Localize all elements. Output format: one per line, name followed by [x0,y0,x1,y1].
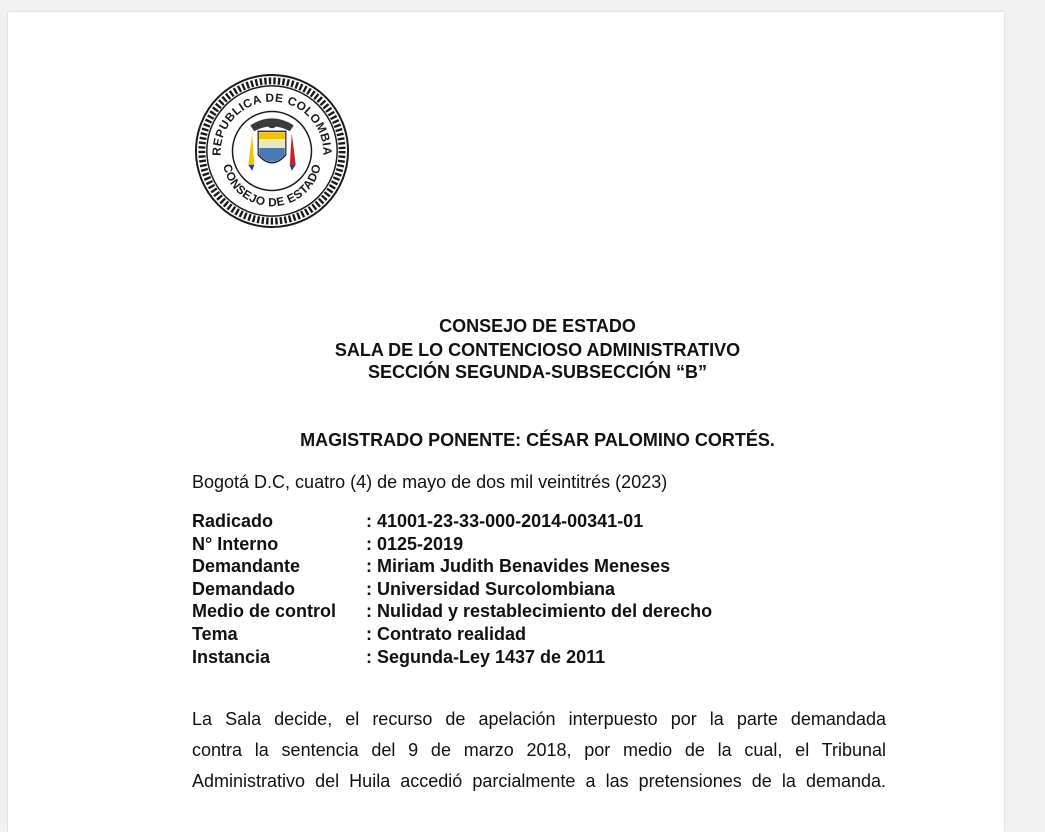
case-info-label: N° Interno [192,533,279,554]
case-info-label: Demandado [192,578,296,599]
date-line: Bogotá D.C, cuatro (4) de mayo de dos mil veintitrés (2023) [192,472,668,492]
case-info-value: : Contrato realidad [366,623,527,644]
case-info-value: : 0125-2019 [366,533,464,554]
case-info-label: Demandante [192,556,301,577]
chamber-name: SALA DE LO CONTENCIOSO ADMINISTRATIVO [334,340,741,360]
case-info-row [192,646,712,669]
case-info-value: : Segunda-Ley 1437 de 2011 [366,646,606,667]
svg-text:REPUBLICA DE COLOMBIA: REPUBLICA DE COLOMBIA [209,90,335,156]
paragraph-line: contra la sentencia del 9 de marzo 2018, por medio de la cual, el Tribunal [192,740,886,760]
case-info-row [192,533,712,556]
case-info-label: Tema [192,623,238,644]
svg-text:CONSEJO DE ESTADO: CONSEJO DE ESTADO [220,162,324,210]
case-info-row [192,555,712,578]
case-info-label: Instancia [192,646,271,667]
court-name: CONSEJO DE ESTADO [439,316,636,336]
paragraph-line: Administrativo del Huila accedió parcialmente a las pretensiones de la demanda. [192,771,886,791]
case-info-row [192,578,712,601]
section-name: SECCIÓN SEGUNDA-SUBSECCIÓN “B” [367,362,708,382]
case-info-table [192,510,712,668]
paragraph-line: La Sala decide, el recurso de apelación interpuesto por la parte demandada [192,709,886,729]
case-info-label: Radicado [192,511,274,531]
case-info-row [192,600,712,623]
case-info-value: : Nulidad y restablecimiento del derecho [366,601,713,622]
consejo-de-estado-seal [193,72,351,230]
coat-of-arms-icon [248,118,295,170]
decision-paragraph [192,704,886,797]
case-info-row [192,510,712,533]
case-info-label: Medio de control [192,601,336,622]
magistrate-ponente: MAGISTRADO PONENTE: CÉSAR PALOMINO CORTÉS. [300,430,775,450]
case-info-value: : Miriam Judith Benavides Meneses [366,556,671,577]
case-info-row [192,623,712,646]
case-info-value: : 41001-23-33-000-2014-00341-01 [366,511,644,531]
case-info-value: : Universidad Surcolombiana [366,578,616,599]
